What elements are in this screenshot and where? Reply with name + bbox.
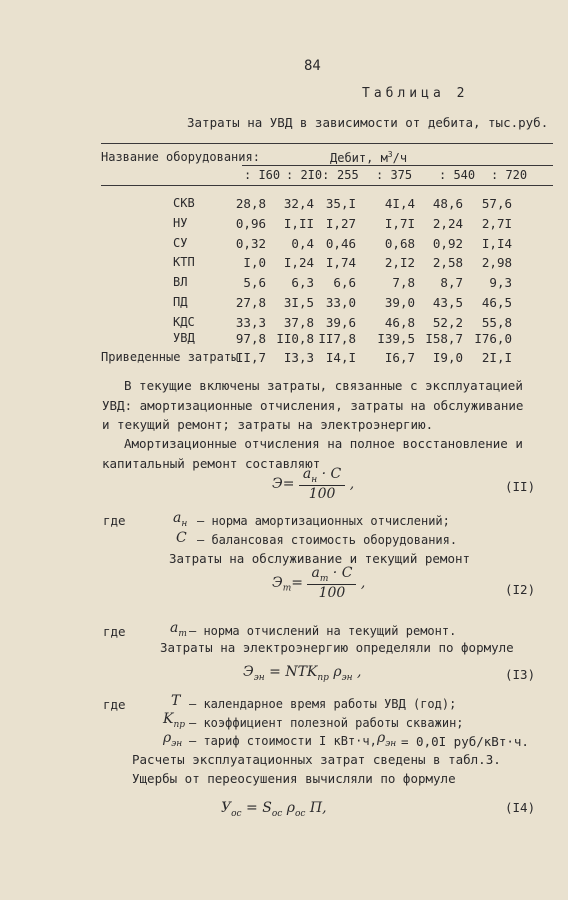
symbol-t: T xyxy=(171,693,181,709)
total-row-reduced-label: Приведенные затраты xyxy=(101,350,239,364)
table-cell: 4I,4 xyxy=(384,196,415,211)
table-cell: I58,7 xyxy=(425,331,463,346)
table-label: Таблица 2 xyxy=(362,86,469,101)
table-cell: 0,96 xyxy=(235,215,266,231)
table-cell: 0,68 xyxy=(384,235,415,251)
symbol-c: C xyxy=(176,530,187,546)
page-number: 84 xyxy=(304,58,321,74)
table-cell: II0,8 xyxy=(276,331,314,346)
def-a-n: – норма амортизационных отчислений; xyxy=(197,514,450,528)
table-cell: 2,7I xyxy=(481,215,512,231)
where-label-1: где xyxy=(103,513,126,528)
table-cell: 28,8 xyxy=(235,196,266,211)
table-cell: I,0 xyxy=(243,255,266,271)
table-cell: 46,8 xyxy=(384,314,415,330)
total-row-uvd-label: УВД xyxy=(173,331,195,345)
table-row-label: КДС xyxy=(173,314,195,329)
formula-13: $Э_{эн} = NTK_{пр}$ $\rho_{эн}$ , xyxy=(243,664,362,683)
value-rho-en: = 0,0I руб/кВт·ч. xyxy=(401,734,529,749)
symbol-a-n: $a_н$ xyxy=(173,510,188,529)
symbol-a-t: $a_т$ xyxy=(170,620,187,639)
def-k-pr: – коэффициент полезной работы скважин; xyxy=(189,716,464,730)
header-debit-375: : 375 xyxy=(376,168,413,182)
header-debit-255: 255 xyxy=(337,168,359,182)
table-cell: 7,8 xyxy=(392,275,415,291)
formula-11-number: (II) xyxy=(505,479,536,494)
header-debit-210: : 2I0: xyxy=(286,168,330,182)
table-cell: 46,5 xyxy=(481,295,512,310)
def-t: – календарное время работы УВД (год); xyxy=(189,697,457,711)
table-cell: I4,I xyxy=(325,350,356,365)
table-cell: I6,7 xyxy=(384,350,415,365)
header-bottom-rule xyxy=(101,185,553,186)
table-row-label: НУ xyxy=(173,215,188,230)
table-cell: II,7 xyxy=(235,350,266,365)
table-cell: I,74 xyxy=(325,255,356,271)
def-c: – балансовая стоимость оборудования. xyxy=(197,533,458,547)
header-debit-160: : I60 xyxy=(244,168,281,182)
header-debit: Дебит, $м^3/ч$ xyxy=(330,150,408,165)
table-cell: 52,2 xyxy=(432,314,463,330)
table-cell: 39,6 xyxy=(325,314,356,330)
table-cell: I,7I xyxy=(384,215,415,231)
table-cell: 37,8 xyxy=(283,314,314,330)
table-cell: 39,0 xyxy=(384,295,415,310)
table-cell: I3,3 xyxy=(283,350,314,365)
table-cell: 3I,5 xyxy=(283,295,314,310)
table-row-label: СКВ xyxy=(173,196,195,210)
paragraph-calculations: Расчеты эксплуатационных затрат сведены в табл.3. xyxy=(132,752,501,767)
table-cell: 2,98 xyxy=(481,255,512,271)
header-equipment: Название оборудования: xyxy=(101,150,260,164)
table-cell: 0,46 xyxy=(325,235,356,251)
table-cell: I76,0 xyxy=(474,331,512,346)
table-cell: 97,8 xyxy=(235,331,266,346)
where-label-2: где xyxy=(103,624,126,639)
table-top-rule xyxy=(101,143,553,144)
header-debit-540: : 540 xyxy=(439,168,476,182)
paragraph-current-costs: В текущие включены затраты, связанные с эксплуатацией УВД: амортизационные отчисления, затраты на обслуживание и текущий ремонт; затраты на электроэнергию. xyxy=(102,378,524,432)
table-caption: Затраты на УВД в зависимости от дебита, тыс.руб. xyxy=(187,115,549,130)
table-cell: 48,6 xyxy=(432,196,463,211)
table-cell: 2,I2 xyxy=(384,255,415,271)
table-cell: I39,5 xyxy=(377,331,415,346)
table-cell: 8,7 xyxy=(440,275,463,291)
table-cell: I,I4 xyxy=(481,235,512,251)
table-cell: I,II xyxy=(283,215,314,231)
table-cell: 2I,I xyxy=(481,350,512,365)
table-cell: 32,4 xyxy=(283,196,314,211)
symbol-rho-en: $\rho_{эн}$ xyxy=(163,730,183,749)
formula-12: $Э_т=$ $\frac{a_т \cdot C}{100}$ , xyxy=(272,565,366,601)
paragraph-amortization: Амортизационные отчисления на полное восстановление и капитальный ремонт составляют xyxy=(102,436,523,471)
formula-14: $У_{ос} = S_{ос}$ $\rho_{ос}$ П, xyxy=(221,800,327,819)
table-row-label: ВЛ xyxy=(173,275,188,290)
table-cell: 2,24 xyxy=(432,215,463,231)
table-cell: 5,6 xyxy=(243,275,266,291)
table-cell: II7,8 xyxy=(318,331,356,346)
table-cell: 57,6 xyxy=(481,196,512,211)
table-cell: 6,3 xyxy=(291,275,314,291)
paragraph-maintenance: Затраты на обслуживание и текущий ремонт xyxy=(169,551,471,566)
header-debit-720: : 720 xyxy=(491,168,528,182)
table-cell: 0,4 xyxy=(291,235,314,251)
where-label-3: где xyxy=(103,697,126,712)
header-mid-rule xyxy=(242,165,553,166)
paragraph-damages: Ущербы от переосушения вычисляли по формуле xyxy=(132,771,456,786)
def-rho-en: – тариф стоимости I кВт·ч, xyxy=(189,734,377,748)
table-row-label: КТП xyxy=(173,255,195,270)
table-cell: 9,3 xyxy=(489,275,512,291)
formula-14-number: (I4) xyxy=(505,800,536,815)
table-cell: 43,5 xyxy=(432,295,463,310)
formula-12-number: (I2) xyxy=(505,582,536,597)
table-cell: 6,6 xyxy=(333,275,356,291)
table-cell: 27,8 xyxy=(235,295,266,310)
table-cell: 33,3 xyxy=(235,314,266,330)
symbol-rho-en-value: $\rho_{эн}$ xyxy=(377,730,397,749)
table-row-label: ПД xyxy=(173,295,188,309)
table-row-label: СУ xyxy=(173,235,188,250)
formula-11: Э= $\frac{a_н \cdot C}{100}$ , xyxy=(272,466,355,502)
table-cell: I9,0 xyxy=(432,350,463,365)
table-cell: I,24 xyxy=(283,255,314,271)
table-cell: 35,I xyxy=(325,196,356,211)
paragraph-energy: Затраты на электроэнергию определяли по формуле xyxy=(160,640,514,655)
table-cell: 33,0 xyxy=(325,295,356,310)
table-cell: 2,58 xyxy=(432,255,463,271)
formula-13-number: (I3) xyxy=(505,667,536,682)
symbol-k-pr: $K_{пр}$ xyxy=(163,711,186,730)
table-cell: 0,92 xyxy=(432,235,463,251)
table-cell: 0,32 xyxy=(235,235,266,251)
table-cell: 55,8 xyxy=(481,314,512,330)
def-a-t: – норма отчислений на текущий ремонт. xyxy=(189,624,457,638)
table-cell: I,27 xyxy=(325,215,356,231)
